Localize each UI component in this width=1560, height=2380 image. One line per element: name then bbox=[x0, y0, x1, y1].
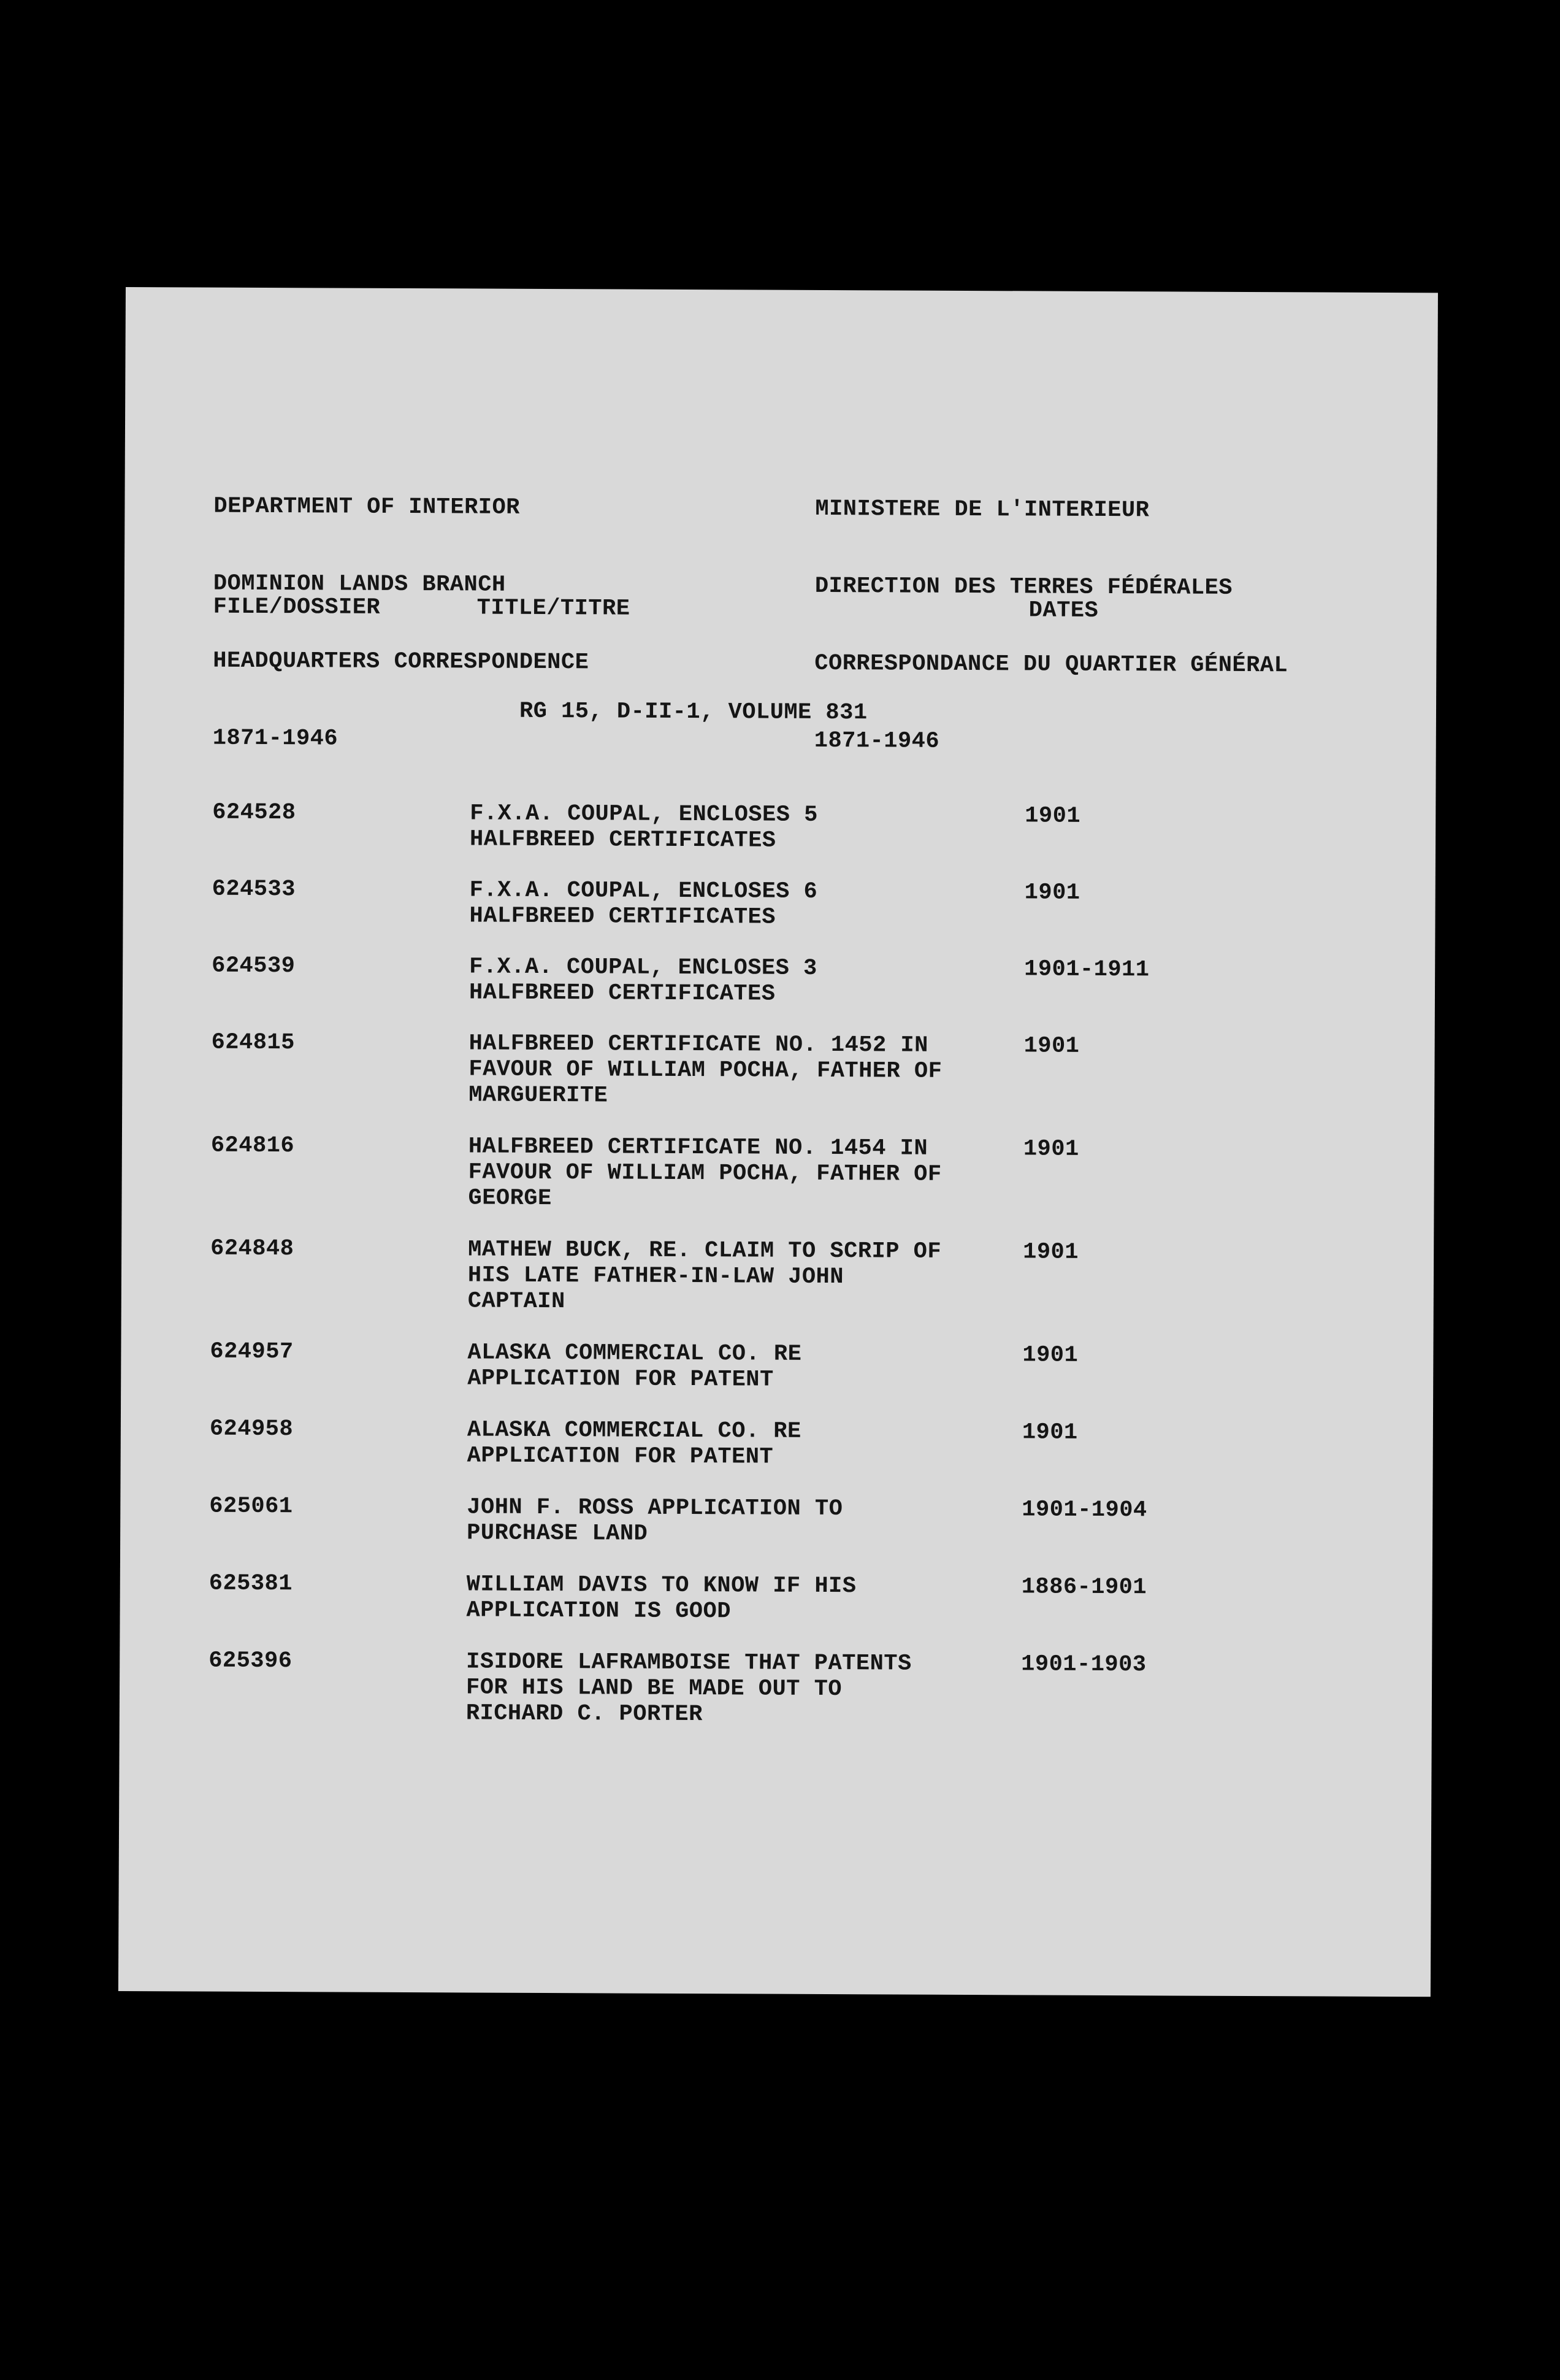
entry-title-line: APPLICATION FOR PATENT bbox=[467, 1443, 774, 1470]
entry-title-line: F.X.A. COUPAL, ENCLOSES 3 bbox=[469, 954, 817, 981]
entry-title bbox=[469, 877, 817, 930]
entry-title-line: APPLICATION FOR PATENT bbox=[467, 1365, 774, 1393]
entry-dates: 1901 bbox=[1023, 1136, 1079, 1162]
volume-reference: RG 15, D-II-1, VOLUME 831 bbox=[519, 698, 868, 726]
entry-file-number: 625396 bbox=[208, 1648, 292, 1675]
entry-dates: 1901 bbox=[1022, 1419, 1078, 1446]
entry-file-number: 624958 bbox=[209, 1416, 294, 1443]
entry-title-line: HALFBREED CERTIFICATE NO. 1454 IN bbox=[468, 1134, 928, 1162]
entry-file-number: 625061 bbox=[209, 1493, 293, 1520]
column-header-title: TITLE/TITRE bbox=[476, 595, 630, 622]
entry-dates: 1901 bbox=[1023, 1239, 1079, 1265]
entry-title-line: ISIDORE LAFRAMBOISE THAT PATENTS bbox=[466, 1649, 912, 1677]
entry-title-line: MARGUERITE bbox=[468, 1082, 608, 1109]
entry-file-number: 624957 bbox=[210, 1338, 294, 1365]
entry-title bbox=[469, 954, 817, 1007]
entry-title bbox=[467, 1417, 801, 1470]
entry-title-line: HIS LATE FATHER-IN-LAW JOHN bbox=[467, 1262, 844, 1291]
entry-title bbox=[468, 1031, 942, 1110]
document-page bbox=[118, 287, 1438, 1997]
entry-title bbox=[467, 1340, 801, 1392]
entry-dates: 1901 bbox=[1023, 1033, 1080, 1059]
entry-title-line: PURCHASE LAND bbox=[467, 1520, 648, 1547]
entry-title-line: FAVOUR OF WILLIAM POCHA, FATHER OF bbox=[468, 1159, 942, 1188]
entry-title bbox=[466, 1649, 912, 1728]
entry-file-number: 624816 bbox=[210, 1132, 295, 1159]
entry-title-line: MATHEW BUCK, RE. CLAIM TO SCRIP OF bbox=[468, 1237, 942, 1265]
entry-file-number: 625381 bbox=[208, 1570, 293, 1597]
entry-title-line: GEORGE bbox=[468, 1185, 552, 1212]
entry-title-line: HALFBREED CERTIFICATES bbox=[469, 826, 776, 854]
entry-title-line: ALASKA COMMERCIAL CO. RE bbox=[467, 1417, 801, 1445]
header-right bbox=[814, 445, 1288, 807]
entry-title-line: FAVOUR OF WILLIAM POCHA, FATHER OF bbox=[468, 1056, 942, 1084]
entry-title bbox=[467, 1494, 843, 1548]
entry-dates: 1901-1904 bbox=[1022, 1497, 1147, 1524]
column-header-file: FILE/DOSSIER bbox=[213, 594, 381, 621]
entry-title bbox=[468, 1237, 941, 1316]
entry-title-line: ALASKA COMMERCIAL CO. RE bbox=[467, 1340, 802, 1367]
header-right-line: CORRESPONDANCE DU QUARTIER GÉNÉRAL bbox=[814, 650, 1288, 679]
entry-file-number: 624539 bbox=[212, 953, 296, 980]
entry-dates: 1901 bbox=[1025, 803, 1081, 829]
entry-title bbox=[468, 1134, 941, 1213]
entry-file-number: 624528 bbox=[212, 799, 296, 826]
entry-file-number: 624815 bbox=[211, 1029, 295, 1056]
header-left bbox=[212, 442, 590, 805]
header-left-line: HEADQUARTERS CORRESPONDENCE bbox=[213, 648, 589, 676]
entry-title-line: HALFBREED CERTIFICATES bbox=[468, 980, 776, 1007]
entry-dates: 1901 bbox=[1022, 1342, 1079, 1368]
entry-file-number: 624533 bbox=[212, 876, 296, 903]
entry-title-line: F.X.A. COUPAL, ENCLOSES 6 bbox=[469, 877, 818, 905]
column-header-dates: DATES bbox=[1028, 597, 1099, 624]
entry-title-line: APPLICATION IS GOOD bbox=[466, 1597, 732, 1625]
entry-title-line: CAPTAIN bbox=[467, 1288, 565, 1315]
entry-title-line: JOHN F. ROSS APPLICATION TO bbox=[467, 1494, 843, 1522]
entry-title bbox=[467, 1572, 857, 1625]
entry-title-line: RICHARD C. PORTER bbox=[465, 1700, 703, 1728]
entry-title-line: F.X.A. COUPAL, ENCLOSES 5 bbox=[470, 800, 818, 828]
entry-dates: 1886-1901 bbox=[1021, 1574, 1147, 1601]
header-right-line: MINISTERE DE L'INTERIEUR bbox=[815, 496, 1150, 524]
entry-file-number: 624848 bbox=[210, 1235, 294, 1262]
entry-dates: 1901-1911 bbox=[1024, 956, 1150, 983]
header-right-line: DIRECTION DES TERRES FÉDÉRALES bbox=[814, 573, 1233, 601]
header-right-line: 1871-1946 bbox=[814, 727, 940, 754]
header-left-line: DOMINION LANDS BRANCH bbox=[213, 570, 506, 598]
entry-title-line: HALFBREED CERTIFICATE NO. 1452 IN bbox=[468, 1031, 928, 1059]
header-left-line: 1871-1946 bbox=[212, 725, 338, 752]
entry-dates: 1901-1903 bbox=[1021, 1651, 1147, 1678]
entry-title-line: WILLIAM DAVIS TO KNOW IF HIS bbox=[466, 1572, 857, 1600]
entry-title bbox=[470, 800, 818, 853]
header-left-line: DEPARTMENT OF INTERIOR bbox=[213, 493, 521, 521]
entry-title-line: HALFBREED CERTIFICATES bbox=[469, 903, 776, 931]
entry-dates: 1901 bbox=[1024, 880, 1080, 906]
entry-title-line: FOR HIS LAND BE MADE OUT TO bbox=[465, 1675, 843, 1703]
